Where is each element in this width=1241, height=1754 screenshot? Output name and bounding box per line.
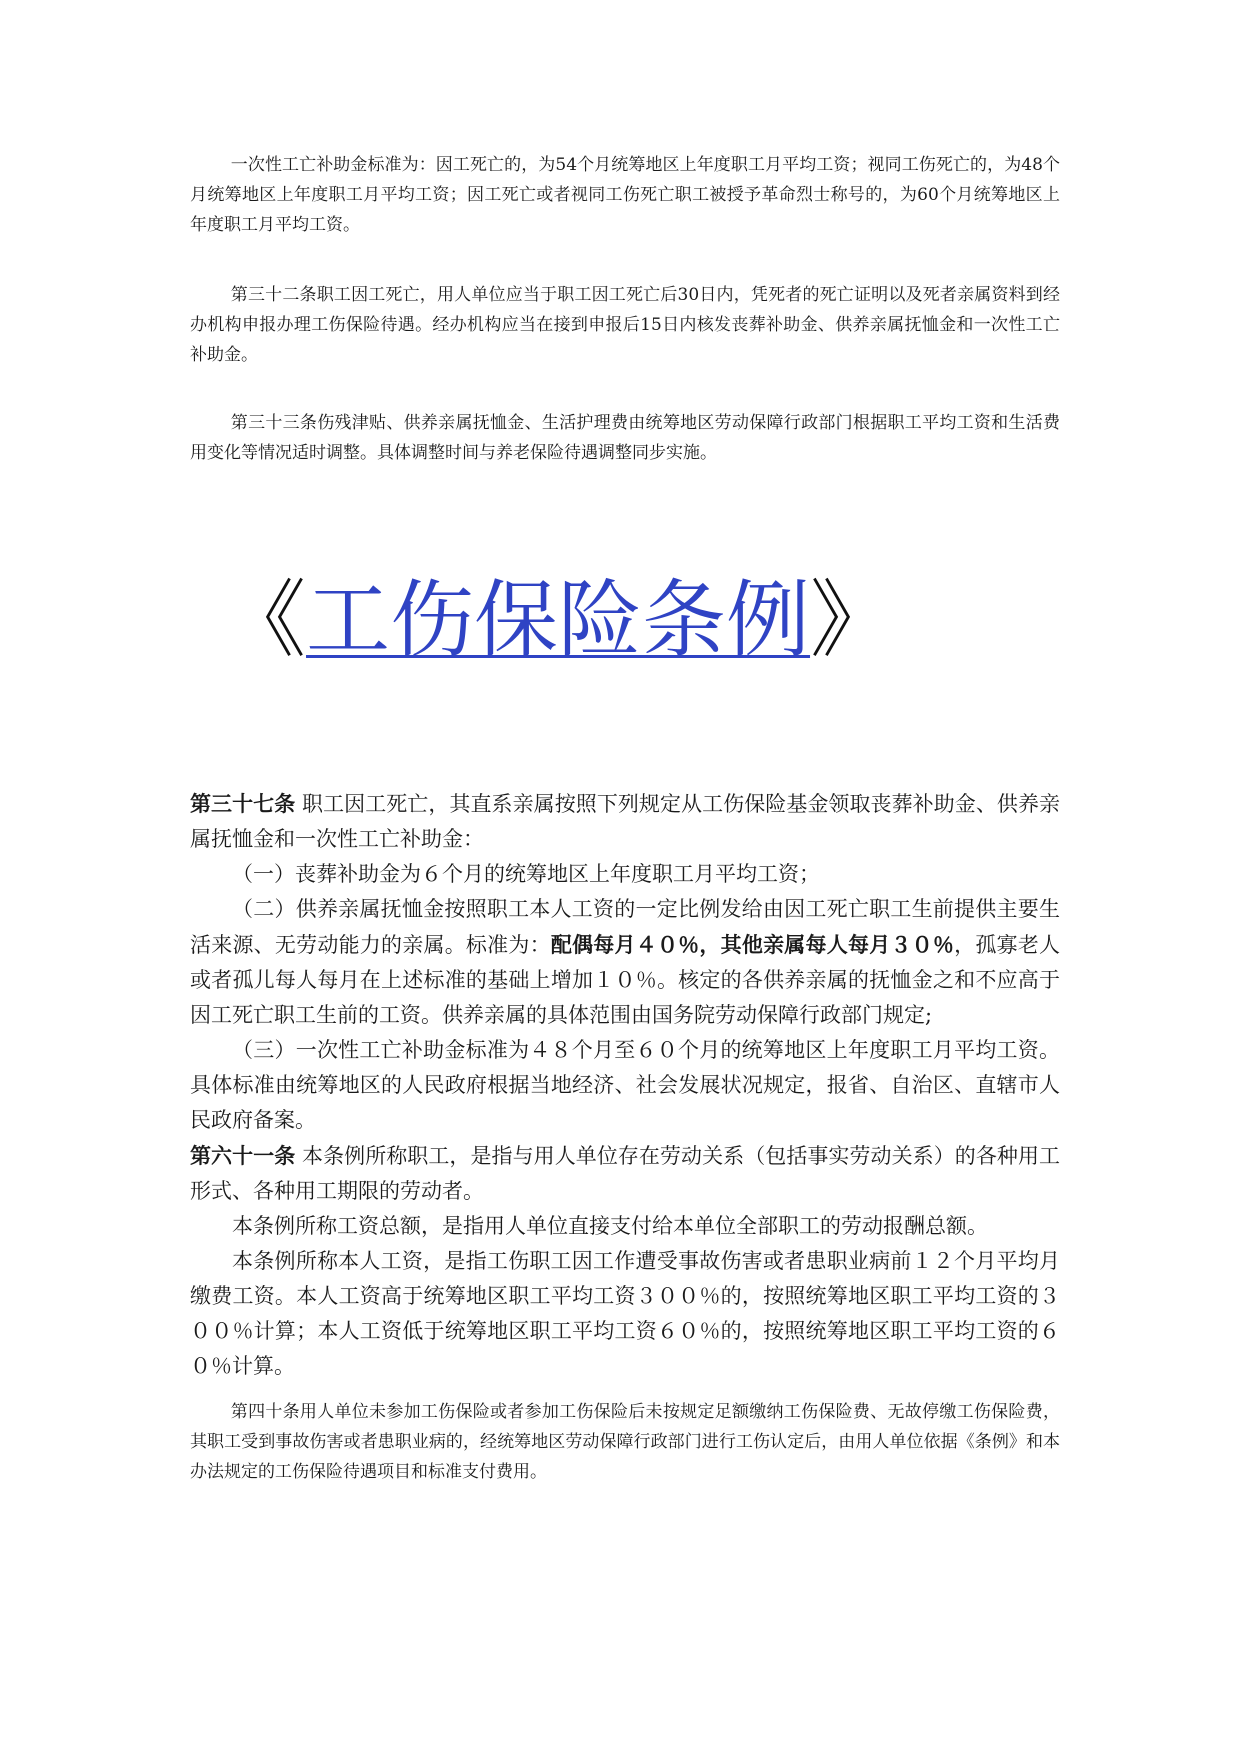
article-37-intro-text: 职工因工死亡，其直系亲属按照下列规定从工伤保险基金领取丧葬补助金、供养亲属抚恤金和一次性工亡补助金： (190, 792, 1060, 851)
article-37-item-2-post: ，孤寡老人或者孤儿每人每月在上述标准的基础上增加１０％。核定的各供养亲属的抚恤金之和不应高于因工死亡职工生前的工资。供养亲属的具体范围由国务院劳动保障行政部门规定; (190, 933, 1061, 1027)
article-37-item-1: （一）丧葬补助金为６个月的统筹地区上年度职工月平均工资； (232, 862, 820, 886)
paragraph-article-32: 第三十二条职工因工死亡，用人单位应当于职工因工死亡后30日内，凭死者的死亡证明以及死者亲属资料到经办机构申报办理工伤保险待遇。经办机构应当在接到申报后15日内核发丧葬补助金、供养亲属抚恤金和一次性工亡补助金。 (190, 285, 1060, 365)
article-37-item-2-pre: （二）供养亲属抚恤金按照职工本人工资的一定比例发给由因工死亡职工生前提供主要生活来源、无劳动能力的亲属。标准为： (190, 897, 1060, 957)
article-61-para-3: 本条例所称本人工资，是指工伤职工因工作遭受事故伤害或者患职业病前１２个月平均月缴费工资。本人工资高于统筹地区职工平均工资３００％的，按照统筹地区职工平均工资的３００％计算；本人工资低于统筹地区职工平均工资６０％的，按照统筹地区职工平均工资的６０％计算。 (190, 1249, 1060, 1378)
paragraph-article-40: 第四十条用人单位未参加工伤保险或者参加工伤保险后未按规定足额缴纳工伤保险费、无故停缴工伤保险费，其职工受到事故伤害或者患职业病的，经统筹地区劳动保障行政部门进行工伤认定后，由用人单位依据《条例》和本办法规定的工伤保险待遇项目和标准支付费用。 (190, 1402, 1060, 1482)
articles-section (190, 786, 1060, 1384)
title-close-bracket: 》 (810, 571, 895, 669)
title-open-bracket: 《 (222, 571, 307, 669)
article-61-intro (190, 1138, 1060, 1209)
regulation-title-link[interactable]: 工伤保险条例 (306, 571, 811, 669)
regulation-title (222, 570, 894, 670)
article-37-heading: 第三十七条 (190, 791, 296, 816)
paragraph-one-time-death-subsidy: 一次性工亡补助金标准为：因工死亡的，为54个月统筹地区上年度职工月平均工资；视同工伤死亡的，为48个月统筹地区上年度职工月平均工资；因工死亡或者视同工伤死亡职工被授予革命烈士称号的，为60个月统筹地区上年度职工月平均工资。 (190, 155, 1060, 235)
article-61-intro-text: 本条例所称职工，是指与用人单位存在劳动关系（包括事实劳动关系）的各种用工形式、各种用工期限的劳动者。 (190, 1144, 1060, 1203)
paragraph-article-33: 第三十三条伤残津贴、供养亲属抚恤金、生活护理费由统筹地区劳动保障行政部门根据职工平均工资和生活费用变化等情况适时调整。具体调整时间与养老保险待遇调整同步实施。 (190, 413, 1060, 463)
article-37-intro (190, 786, 1060, 857)
article-61-heading: 第六十一条 (190, 1143, 296, 1168)
article-37-item-2 (190, 892, 1060, 1033)
article-37-item-2-bold: 配偶每月４０％，其他亲属每人每月３０％ (550, 932, 955, 957)
article-37-item-3: （三）一次性工亡补助金标准为４８个月至６０个月的统筹地区上年度职工月平均工资。具体标准由统筹地区的人民政府根据当地经济、社会发展状况规定，报省、自治区、直辖市人民政府备案。 (190, 1038, 1060, 1132)
article-61-para-2: 本条例所称工资总额，是指用人单位直接支付给本单位全部职工的劳动报酬总额。 (232, 1214, 988, 1238)
